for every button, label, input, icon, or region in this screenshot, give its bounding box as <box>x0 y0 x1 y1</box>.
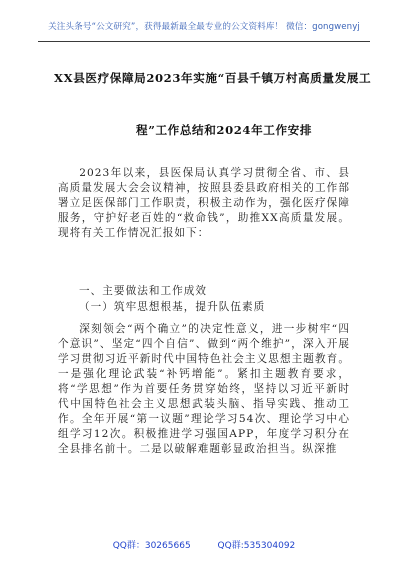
header-divider <box>38 41 370 42</box>
document-title-line-1: XX县医疗保障局2023年实施“百县千镇万村高质量发展工 <box>54 71 372 85</box>
document-title-line-2: 程”工作总结和2024年工作安排 <box>136 123 313 137</box>
section-heading-2: （一）筑牢思想根基，提升队伍素质 <box>79 301 266 313</box>
footer-contact <box>0 538 408 551</box>
footer-qq-group-2: QQ群:535304092 <box>217 541 296 551</box>
section-heading-1: 一、主要做法和工作成效 <box>79 285 208 297</box>
body-paragraph: 深刻领会“两个确立”的决定性意义，进一步树牢“四个意识”、坚定“四个自信”、做到“两个维护”，深入开展学习贯彻习近平新时代中国特色社会主义思想主题教育。一是强化理论武装“补钙增能”。紧扣主题教育要求，将“学思想”作为首要任务贯穿始终，坚持以习近平新时代中国特色社会主义思想武装头脑、指导实践、推动工作。全年开展“第一议题”理论学习54次、理论学习中心组学习12次。积极推进学习强国APP，年度学习积分在全县排名前十。二是以破解难题彰显政治担当。纵深推 <box>58 323 350 455</box>
intro-paragraph: 2023年以来，县医保局认真学习贯彻全省、市、县高质量发展大会会议精神，按照县委县政府相关的工作部署立足医保部门工作职责，积极主动作为，强化医疗保障服务，守护好老百姓的“救命钱”，助推XX高质量发展。现将有关工作情况汇报如下： <box>58 167 350 239</box>
header-banner: 关注头条号“公文研究”，获得最新最全最专业的公文资料库！ 微信：gongwenyj <box>48 22 360 32</box>
footer-qq-group-1: QQ群：30265665 <box>112 541 191 551</box>
